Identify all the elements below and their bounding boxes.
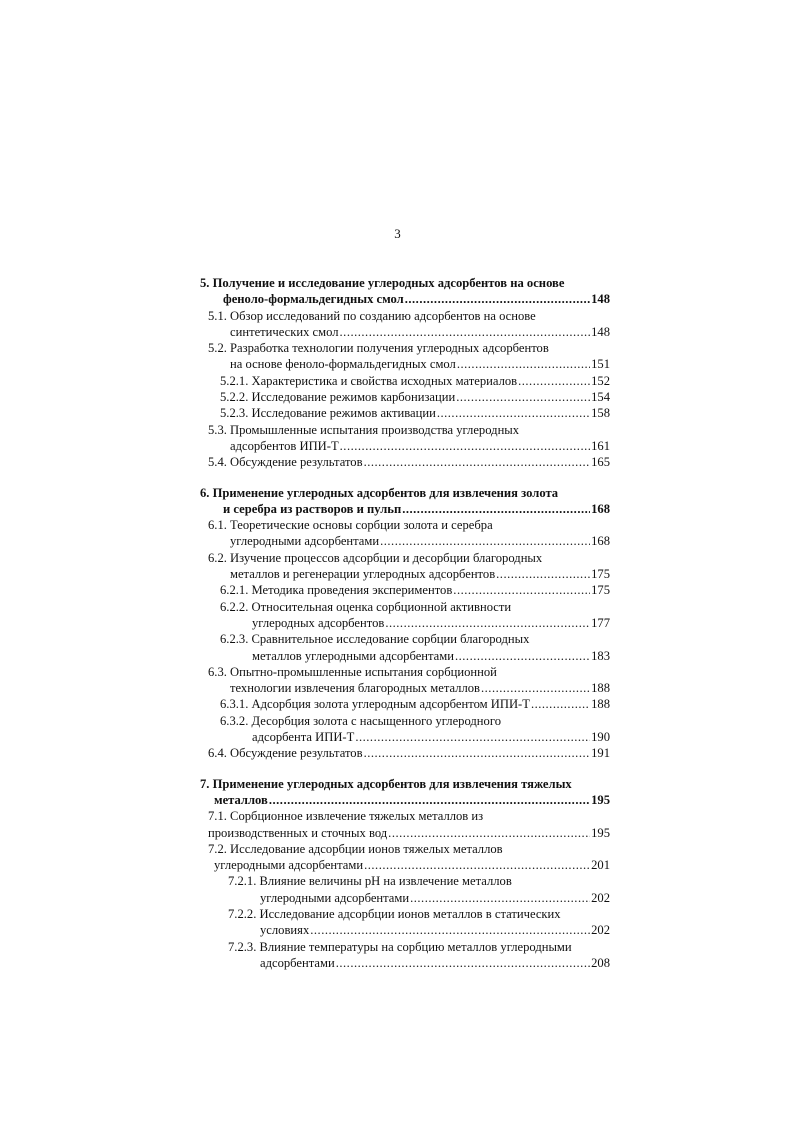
toc-entry xyxy=(200,275,610,291)
toc-entry xyxy=(200,631,610,647)
toc-entry-title: адсорбента ИПИ-Т xyxy=(252,730,355,745)
toc-entry xyxy=(200,373,610,389)
toc-entry-page: 161 xyxy=(591,438,610,453)
toc-leader-dots xyxy=(437,405,590,421)
toc-entry xyxy=(200,615,610,631)
toc-section xyxy=(200,776,610,972)
toc-entry-title: 6.1. Теоретические основы сорбции золота и серебра xyxy=(208,518,493,533)
toc-entry-title: 6.2.3. Сравнительное исследование сорбции благородных xyxy=(220,632,530,647)
table-of-contents xyxy=(200,275,610,985)
toc-entry-title: 6.3.1. Адсорбция золота углеродным адсорбентом ИПИ-Т xyxy=(220,697,530,712)
toc-leader-dots xyxy=(481,680,590,696)
toc-entry xyxy=(200,599,610,615)
toc-entry-page: 191 xyxy=(591,746,610,761)
toc-entry-title: 7.2.1. Влияние величины рН на извлечение металлов xyxy=(228,874,512,889)
page-number: 3 xyxy=(394,226,401,241)
toc-entry xyxy=(200,776,610,792)
toc-entry xyxy=(200,324,610,340)
toc-section xyxy=(200,275,610,471)
toc-section xyxy=(200,485,610,762)
toc-entry-title: феноло-формальдегидных смол xyxy=(223,292,404,307)
toc-leader-dots xyxy=(355,729,590,745)
toc-entry-title: 7. Применение углеродных адсорбентов для извлечения тяжелых xyxy=(200,776,572,791)
toc-leader-dots xyxy=(364,454,591,470)
toc-entry-page: 165 xyxy=(591,455,610,470)
toc-leader-dots xyxy=(336,955,590,971)
toc-entry-page: 201 xyxy=(591,858,610,873)
toc-entry-title: 5.4. Обсуждение результатов xyxy=(208,455,363,470)
toc-entry-page: 148 xyxy=(591,324,610,339)
toc-leader-dots xyxy=(496,566,590,582)
toc-entry xyxy=(200,729,610,745)
toc-entry-title: 7.1. Сорбционное извлечение тяжелых металлов из xyxy=(208,809,484,824)
toc-entry-title: 5.3. Промышленные испытания производства углеродных xyxy=(208,422,520,437)
toc-leader-dots xyxy=(405,291,590,307)
toc-entry xyxy=(200,566,610,582)
toc-entry-title: 6.2.1. Методика проведения экспериментов xyxy=(220,583,453,598)
toc-entry-title: 6.3. Опытно-промышленные испытания сорбционной xyxy=(208,664,497,679)
toc-entry xyxy=(200,825,610,841)
toc-entry-title: 6. Применение углеродных адсорбентов для извлечения золота xyxy=(200,485,559,500)
toc-entry-title: металлов xyxy=(214,792,268,807)
toc-leader-dots xyxy=(388,825,590,841)
toc-entry-title: 5. Получение и исследование углеродных адсорбентов на основе xyxy=(200,276,565,290)
toc-entry xyxy=(200,533,610,549)
toc-entry-title: адсорбентами xyxy=(260,955,335,970)
toc-entry-title: синтетических смол xyxy=(230,324,339,339)
toc-leader-dots xyxy=(455,648,590,664)
toc-entry-title: 5.2.1. Характеристика и свойства исходных материалов xyxy=(220,373,518,388)
toc-entry xyxy=(200,405,610,421)
toc-entry xyxy=(200,422,610,438)
toc-entry-page: 168 xyxy=(591,534,610,549)
toc-entry-page: 188 xyxy=(591,681,610,696)
toc-entry-title: 6.2. Изучение процессов адсорбции и десорбции благородных xyxy=(208,550,543,565)
toc-leader-dots xyxy=(457,356,590,372)
toc-entry xyxy=(200,922,610,938)
toc-entry xyxy=(200,955,610,971)
toc-leader-dots xyxy=(531,696,590,712)
toc-entry xyxy=(200,873,610,889)
toc-entry-title: 5.1. Обзор исследований по созданию адсорбентов на основе xyxy=(208,308,536,323)
toc-entry-title: 7.2. Исследование адсорбции ионов тяжелых металлов xyxy=(208,841,503,856)
toc-leader-dots xyxy=(269,792,590,808)
toc-entry xyxy=(200,582,610,598)
toc-entry-title: 6.3.2. Десорбция золота с насыщенного углеродного xyxy=(220,713,501,728)
toc-entry-page: 154 xyxy=(591,390,610,405)
toc-entry-page: 175 xyxy=(591,567,610,582)
toc-entry-page: 148 xyxy=(591,292,610,307)
toc-entry-page: 183 xyxy=(591,648,610,663)
toc-entry-title: 5.2. Разработка технологии получения углеродных адсорбентов xyxy=(208,341,549,356)
toc-entry-title: 5.2.3. Исследование режимов активации xyxy=(220,406,436,421)
toc-leader-dots xyxy=(310,922,590,938)
toc-entry-title: углеродными адсорбентами xyxy=(230,534,380,549)
toc-entry-page: 202 xyxy=(591,890,610,905)
toc-entry-title: металлов углеродными адсорбентами xyxy=(252,648,454,663)
toc-entry xyxy=(200,696,610,712)
toc-leader-dots xyxy=(410,890,590,906)
toc-leader-dots xyxy=(518,373,590,389)
toc-entry-page: 190 xyxy=(591,730,610,745)
toc-entry xyxy=(200,857,610,873)
toc-leader-dots xyxy=(364,857,590,873)
toc-entry xyxy=(200,792,610,808)
toc-entry xyxy=(200,438,610,454)
toc-entry-title: 5.2.2. Исследование режимов карбонизации xyxy=(220,390,456,405)
toc-leader-dots xyxy=(385,615,590,631)
toc-entry-page: 195 xyxy=(591,792,610,807)
toc-entry xyxy=(200,890,610,906)
toc-entry xyxy=(200,454,610,470)
toc-leader-dots xyxy=(380,533,590,549)
toc-entry xyxy=(200,550,610,566)
toc-entry-title: адсорбентов ИПИ-Т xyxy=(230,438,339,453)
toc-entry-page: 188 xyxy=(591,697,610,712)
toc-entry-title: 7.2.3. Влияние температуры на сорбцию металлов углеродными xyxy=(228,939,572,954)
toc-leader-dots xyxy=(456,389,590,405)
toc-entry xyxy=(200,906,610,922)
toc-entry-title: условиях xyxy=(260,923,310,938)
toc-entry-page: 195 xyxy=(591,825,610,840)
toc-entry-page: 202 xyxy=(591,923,610,938)
toc-leader-dots xyxy=(402,501,590,517)
toc-entry-page: 208 xyxy=(591,955,610,970)
toc-entry-title: 6.2.2. Относительная оценка сорбционной активности xyxy=(220,599,512,614)
toc-entry-title: производственных и сточных вод xyxy=(208,825,388,840)
toc-entry xyxy=(200,291,610,307)
toc-entry xyxy=(200,485,610,501)
toc-entry xyxy=(200,517,610,533)
toc-entry-title: 7.2.2. Исследование адсорбции ионов металлов в статических xyxy=(228,906,561,921)
toc-entry xyxy=(200,389,610,405)
toc-entry-title: углеродными адсорбентами xyxy=(260,890,410,905)
toc-entry-title: на основе феноло-формальдегидных смол xyxy=(230,357,456,372)
toc-entry xyxy=(200,939,610,955)
toc-entry xyxy=(200,501,610,517)
toc-entry-title: углеродных адсорбентов xyxy=(252,615,385,630)
toc-entry-page: 158 xyxy=(591,406,610,421)
toc-entry xyxy=(200,713,610,729)
toc-entry xyxy=(200,340,610,356)
toc-entry-page: 152 xyxy=(591,373,610,388)
toc-entry-page: 168 xyxy=(591,501,610,516)
toc-entry xyxy=(200,664,610,680)
toc-entry-title: углеродными адсорбентами xyxy=(214,858,364,873)
toc-entry xyxy=(200,648,610,664)
toc-leader-dots xyxy=(453,582,590,598)
toc-entry-title: металлов и регенерации углеродных адсорбентов xyxy=(230,567,496,582)
toc-leader-dots xyxy=(340,324,591,340)
toc-entry xyxy=(200,808,610,824)
toc-entry-title: 6.4. Обсуждение результатов xyxy=(208,746,363,761)
toc-leader-dots xyxy=(364,745,591,761)
toc-entry xyxy=(200,745,610,761)
toc-entry-page: 151 xyxy=(591,357,610,372)
toc-entry xyxy=(200,841,610,857)
toc-entry-title: и серебра из растворов и пульп xyxy=(223,501,402,516)
toc-leader-dots xyxy=(340,438,590,454)
toc-entry-page: 177 xyxy=(591,615,610,630)
toc-entry xyxy=(200,356,610,372)
toc-entry xyxy=(200,680,610,696)
toc-entry xyxy=(200,308,610,324)
toc-entry-title: технологии извлечения благородных металлов xyxy=(230,681,480,696)
toc-entry-page: 175 xyxy=(591,583,610,598)
